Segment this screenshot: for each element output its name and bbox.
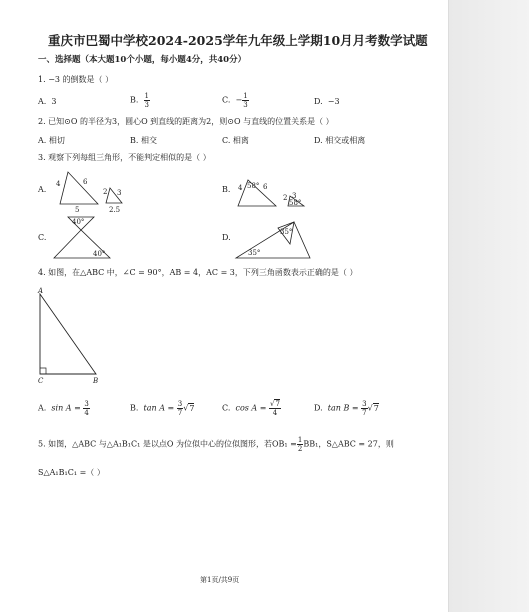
- q4-option-c: C. cos A = $\frac{√7}{4}$: [222, 400, 280, 417]
- q2-option-b: B. 相交: [130, 136, 157, 145]
- q3-option-a-label: A.: [38, 185, 47, 194]
- q2-option-d: D. 相交或相离: [314, 136, 366, 145]
- viewer-side-panel: [448, 0, 529, 612]
- q3-c-label-2: 40°: [93, 250, 106, 258]
- q3-c-label-1: 40°: [72, 218, 85, 226]
- q4-vertex-c: C: [38, 377, 44, 385]
- q3-a-label-1: 4: [56, 180, 61, 188]
- q3-b-label-2: 58°: [247, 182, 260, 190]
- q3-option-d-label: D.: [222, 233, 231, 242]
- q3-b-label-5: 3: [292, 192, 297, 200]
- q4-triangle: [40, 294, 96, 374]
- section-heading: 一、选择题（本大题10个小题，每小题4分，共40分）: [38, 55, 247, 65]
- q3-option-a-figure: [52, 170, 132, 214]
- question-3-stem: 3. 观察下列每组三角形，不能判定相似的是（ ）: [38, 153, 211, 162]
- question-2-stem: 2. 已知⊙O 的半径为3，圆心O 到直线的距离为2，则⊙O 与直线的位置关系是（ ）: [38, 117, 334, 126]
- question-5-answer-blank: S△A₁B₁C₁ =（ ）: [38, 468, 105, 477]
- question-1-stem: 1. −3 的倒数是（ ）: [38, 75, 114, 84]
- q4-option-a: A. sin A = $\frac{3}{4}$: [38, 400, 89, 417]
- q3-option-b-figure: [234, 172, 314, 212]
- q4-option-d: D. tan B = $\frac{3}{7}$ √7: [314, 400, 379, 417]
- q2-option-c: C. 相离: [222, 136, 249, 145]
- q3-b-label-3: 6: [263, 183, 268, 191]
- q3-b-label-6: 58°: [289, 199, 302, 207]
- page-title: 重庆市巴蜀中学校2024-2025学年九年级上学期10月月考数学试题: [48, 33, 428, 48]
- q3-d-label-1: 35°: [280, 228, 293, 236]
- q4-vertex-a: A: [38, 287, 44, 295]
- q3-a-label-4: 2: [103, 188, 108, 196]
- q1-option-c: C. − $\frac{1}{3}$: [222, 92, 248, 109]
- q3-a-label-3: 5: [75, 206, 80, 214]
- q3-a-label-2: 6: [83, 178, 88, 186]
- q3-a-label-6: 2.5: [109, 206, 121, 214]
- question-4-stem: 4. 如图，在△ABC 中，∠C = 90°，AB = 4，AC = 3，下列三角函数表示正确的是（ ）: [38, 268, 358, 277]
- q3-option-d-figure: [234, 214, 324, 260]
- q1-option-b: B. $\frac{1}{3}$: [130, 92, 149, 109]
- q2-option-a: A. 相切: [38, 136, 65, 145]
- q3-a-label-5: 3: [117, 189, 122, 197]
- q4-option-b: B. tan A = $\frac{3}{7}$ √7: [130, 400, 195, 417]
- q3-b-label-1: 4: [238, 184, 243, 192]
- q3-option-c-figure: [52, 214, 122, 260]
- q1-option-d: D. −3: [314, 97, 340, 106]
- q1-option-a: A. 3: [38, 97, 57, 106]
- q3-b-label-4: 2: [283, 194, 288, 202]
- q4-vertex-b: B: [93, 377, 99, 385]
- q3-d-label-2: 35°: [248, 249, 261, 257]
- q3-a-large-triangle: [60, 172, 98, 204]
- q3-option-b-label: B.: [222, 185, 231, 194]
- q4-triangle-figure: [34, 286, 114, 386]
- question-5-stem: 5. 如图，△ABC 与△A₁B₁C₁ 是以点O 为位似中心的位似图形，若OB₁ = $\frac{1}{2}$ BB₁，S△ABC = 27，则: [38, 436, 394, 453]
- q3-option-c-label: C.: [38, 233, 47, 242]
- q4-right-angle-mark: [40, 368, 46, 374]
- page-footer: 第1页/共9页: [200, 576, 240, 584]
